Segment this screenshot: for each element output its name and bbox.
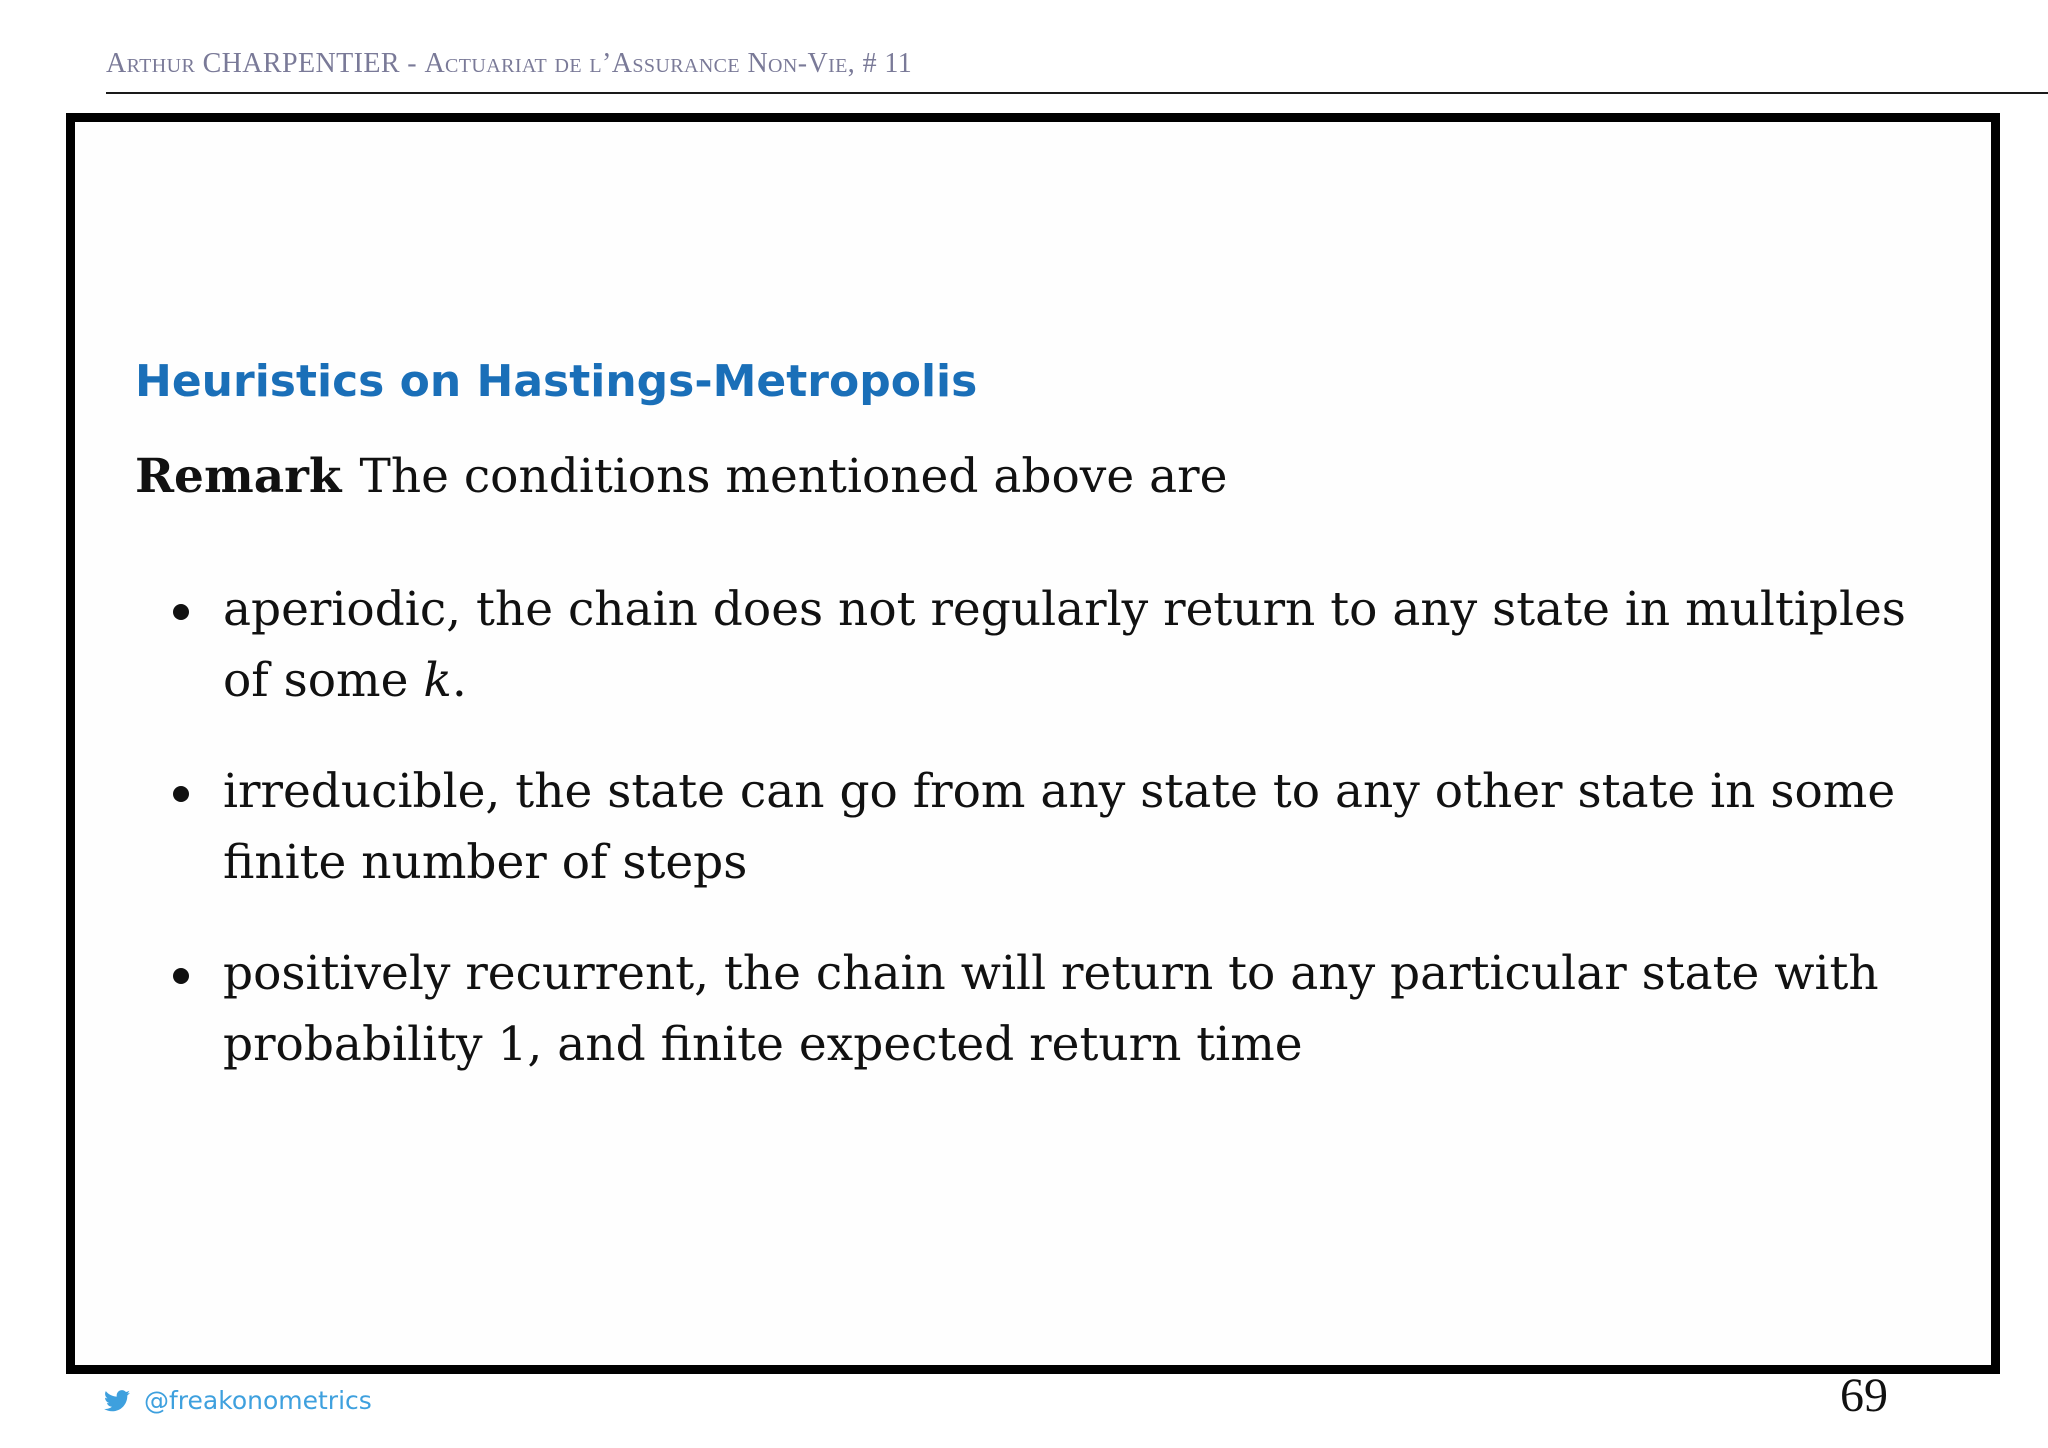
twitter-handle[interactable] — [104, 1386, 372, 1415]
list-item — [135, 938, 1935, 1080]
bullet-text: irreducible, the state can go from any state to any other state in some finite number of steps — [223, 764, 1896, 890]
remark-text: The conditions mentioned above are — [359, 449, 1228, 504]
section-title: Heuristics on Hastings-Metropolis — [135, 356, 978, 407]
header-rule — [106, 92, 2048, 94]
bullet-icon — [173, 786, 189, 802]
remark-label: Remark — [135, 449, 342, 504]
remark — [135, 449, 1227, 504]
bullet-tail: . — [451, 653, 467, 708]
running-header — [106, 48, 912, 80]
page-number: 69 — [1840, 1369, 1888, 1422]
twitter-bird-icon — [104, 1390, 130, 1412]
bullet-text: aperiodic, the chain does not regularly return to any state in multiples of some — [223, 582, 1906, 708]
math-variable: k — [423, 653, 452, 708]
slide-frame — [66, 113, 2000, 1374]
handle-text: @freakonometrics — [144, 1386, 372, 1415]
list-item — [135, 756, 1935, 898]
header-course: Actuariat de l’Assurance Non-Vie, # 11 — [424, 48, 913, 79]
bullet-icon — [173, 968, 189, 984]
bullet-text: positively recurrent, the chain will return to any particular state with probability 1, and finite expected return time — [223, 946, 1879, 1072]
list-item — [135, 574, 1935, 716]
condition-list — [135, 574, 1935, 1120]
header-author: Arthur CHARPENTIER — [106, 48, 400, 79]
bullet-icon — [173, 604, 189, 620]
header-separator: - — [399, 48, 425, 79]
